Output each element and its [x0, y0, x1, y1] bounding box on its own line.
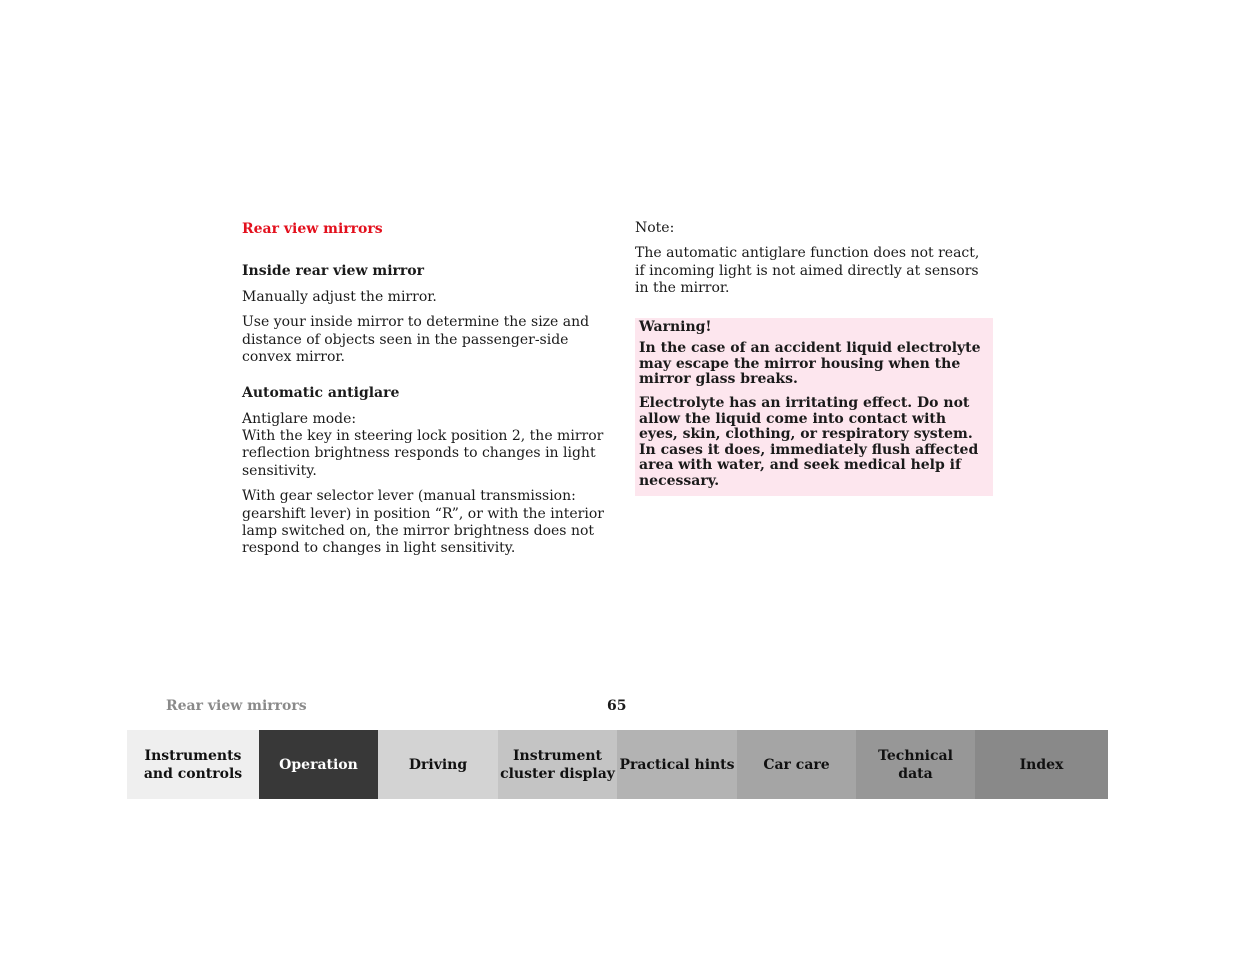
paragraph-manual-adjust: Manually adjust the mirror.	[242, 289, 437, 305]
page-number: 65	[607, 698, 627, 714]
note-text: The automatic antiglare function does not react, if incoming light is not aimed directly at sensors in the mirror.	[635, 245, 980, 297]
note-label: Note:	[635, 220, 675, 236]
nav-tab-operation[interactable]: Operation	[259, 730, 378, 799]
warning-paragraph-2: Electrolyte has an irritating effect. Do not allow the liquid come into contact with eyes, skin, clothing, or respiratory system. In cases it does, immediately flush affected area with water, and seek medical help if necessary.	[639, 395, 979, 489]
warning-box	[635, 318, 993, 496]
paragraph-antiglare-mode	[242, 411, 604, 481]
antiglare-mode-text: With the key in steering lock position 2, the mirror reflection brightness responds to changes in light sensitivity.	[242, 428, 604, 479]
chapter-navigation-bar	[127, 730, 1108, 799]
paragraph-gear-selector: With gear selector lever (manual transmission: gearshift lever) in position “R”, or with the interior lamp switched on, the mirror brightness does not respond to changes in light sensitivity.	[242, 488, 604, 557]
nav-tab-index[interactable]: Index	[975, 730, 1108, 799]
nav-tab-technical-data[interactable]: Technical data	[856, 730, 975, 799]
right-column	[635, 220, 993, 496]
subhead-inside-rear-view-mirror: Inside rear view mirror	[242, 263, 424, 279]
paragraph-use-inside-mirror: Use your inside mirror to determine the size and distance of objects seen in the passenger-side convex mirror.	[242, 314, 590, 366]
antiglare-mode-label: Antiglare mode:	[242, 410, 357, 427]
footer-section-title: Rear view mirrors	[166, 698, 307, 714]
nav-tab-driving[interactable]: Driving	[378, 730, 498, 799]
nav-tab-instruments-and-controls[interactable]: Instruments and controls	[127, 730, 259, 799]
subhead-automatic-antiglare: Automatic antiglare	[242, 384, 400, 401]
nav-tab-car-care[interactable]: Car care	[737, 730, 856, 799]
nav-tab-instrument-cluster-display[interactable]: Instrument cluster display	[498, 730, 617, 799]
nav-tab-practical-hints[interactable]: Practical hints	[617, 730, 737, 799]
warning-paragraph-1: In the case of an accident liquid electrolyte may escape the mirror housing when the mirror glass breaks.	[639, 340, 981, 388]
warning-title: Warning!	[639, 318, 712, 335]
left-column	[242, 220, 604, 566]
section-title: Rear view mirrors	[242, 221, 383, 237]
